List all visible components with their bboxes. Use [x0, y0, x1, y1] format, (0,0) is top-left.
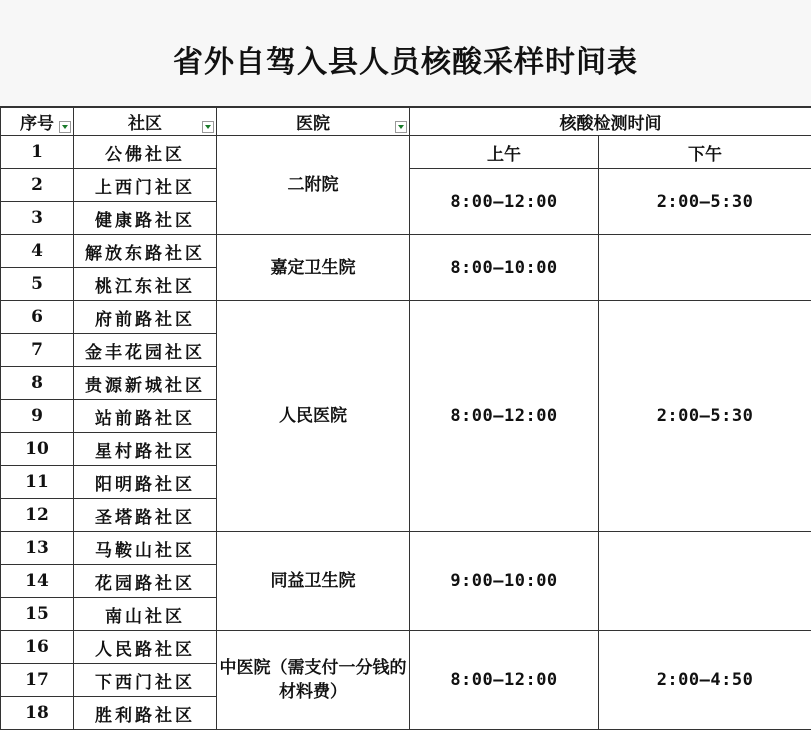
row-index: 18: [1, 697, 74, 730]
header-time: 核酸检测时间: [410, 108, 811, 136]
header-index[interactable]: [1, 108, 74, 136]
row-community: 南山社区: [74, 598, 217, 631]
row-community: 阳明路社区: [74, 466, 217, 499]
row-index: 1: [1, 136, 74, 169]
row-index: 13: [1, 532, 74, 565]
row-index: 4: [1, 235, 74, 268]
am-time-cell: 9:00—10:00: [410, 532, 599, 631]
row-index: 17: [1, 664, 74, 697]
row-index: 12: [1, 499, 74, 532]
row-community: 贵源新城社区: [74, 367, 217, 400]
header-hospital-label: 医院: [296, 114, 330, 134]
row-index: 11: [1, 466, 74, 499]
row-community: 站前路社区: [74, 400, 217, 433]
row-index: 15: [1, 598, 74, 631]
header-hospital[interactable]: [217, 108, 410, 136]
row-community: 公佛社区: [74, 136, 217, 169]
page-title: 省外自驾入县人员核酸采样时间表: [173, 45, 638, 80]
hospital-cell: 同益卫生院: [217, 532, 410, 631]
hospital-cell: 人民医院: [217, 301, 410, 532]
header-pm: 下午: [599, 136, 811, 169]
hospital-cell: 二附院: [217, 136, 410, 235]
pm-time-cell: 2:00—4:50: [599, 631, 811, 730]
row-index: 5: [1, 268, 74, 301]
row-index: 16: [1, 631, 74, 664]
row-community: 花园路社区: [74, 565, 217, 598]
row-index: 14: [1, 565, 74, 598]
row-community: 上西门社区: [74, 169, 217, 202]
row-community: 圣塔路社区: [74, 499, 217, 532]
header-row: [1, 108, 811, 136]
header-community[interactable]: [74, 108, 217, 136]
table-row: [1, 532, 811, 565]
filter-dropdown-icon[interactable]: [59, 121, 71, 133]
hospital-cell: 中医院（需支付一分钱的材料费）: [217, 631, 410, 730]
filter-dropdown-icon[interactable]: [395, 121, 407, 133]
table-row: [1, 631, 811, 664]
row-index: 7: [1, 334, 74, 367]
table-row: [1, 235, 811, 268]
row-index: 10: [1, 433, 74, 466]
schedule-table: [0, 107, 811, 730]
row-community: 下西门社区: [74, 664, 217, 697]
row-community: 金丰花园社区: [74, 334, 217, 367]
hospital-cell: 嘉定卫生院: [217, 235, 410, 301]
am-time-cell: 8:00—10:00: [410, 235, 599, 301]
row-community: 府前路社区: [74, 301, 217, 334]
row-index: 3: [1, 202, 74, 235]
row-community: 解放东路社区: [74, 235, 217, 268]
pm-time-cell: [599, 532, 811, 631]
am-time-cell: 8:00—12:00: [410, 631, 599, 730]
row-community: 人民路社区: [74, 631, 217, 664]
row-community: 桃江东社区: [74, 268, 217, 301]
row-community: 马鞍山社区: [74, 532, 217, 565]
row-index: 9: [1, 400, 74, 433]
row-community: 胜利路社区: [74, 697, 217, 730]
row-index: 8: [1, 367, 74, 400]
header-index-label: 序号: [20, 114, 54, 134]
table-row: [1, 136, 811, 169]
filter-dropdown-icon[interactable]: [202, 121, 214, 133]
am-time-cell: 8:00—12:00: [410, 169, 599, 235]
row-community: 星村路社区: [74, 433, 217, 466]
header-am: 上午: [410, 136, 599, 169]
row-community: 健康路社区: [74, 202, 217, 235]
header-community-label: 社区: [128, 114, 162, 134]
am-time-cell: 8:00—12:00: [410, 301, 599, 532]
pm-time-cell: [599, 235, 811, 301]
table-row: [1, 301, 811, 334]
row-index: 2: [1, 169, 74, 202]
pm-time-cell: 2:00—5:30: [599, 301, 811, 532]
title-area: [0, 0, 811, 107]
pm-time-cell: 2:00—5:30: [599, 169, 811, 235]
row-index: 6: [1, 301, 74, 334]
